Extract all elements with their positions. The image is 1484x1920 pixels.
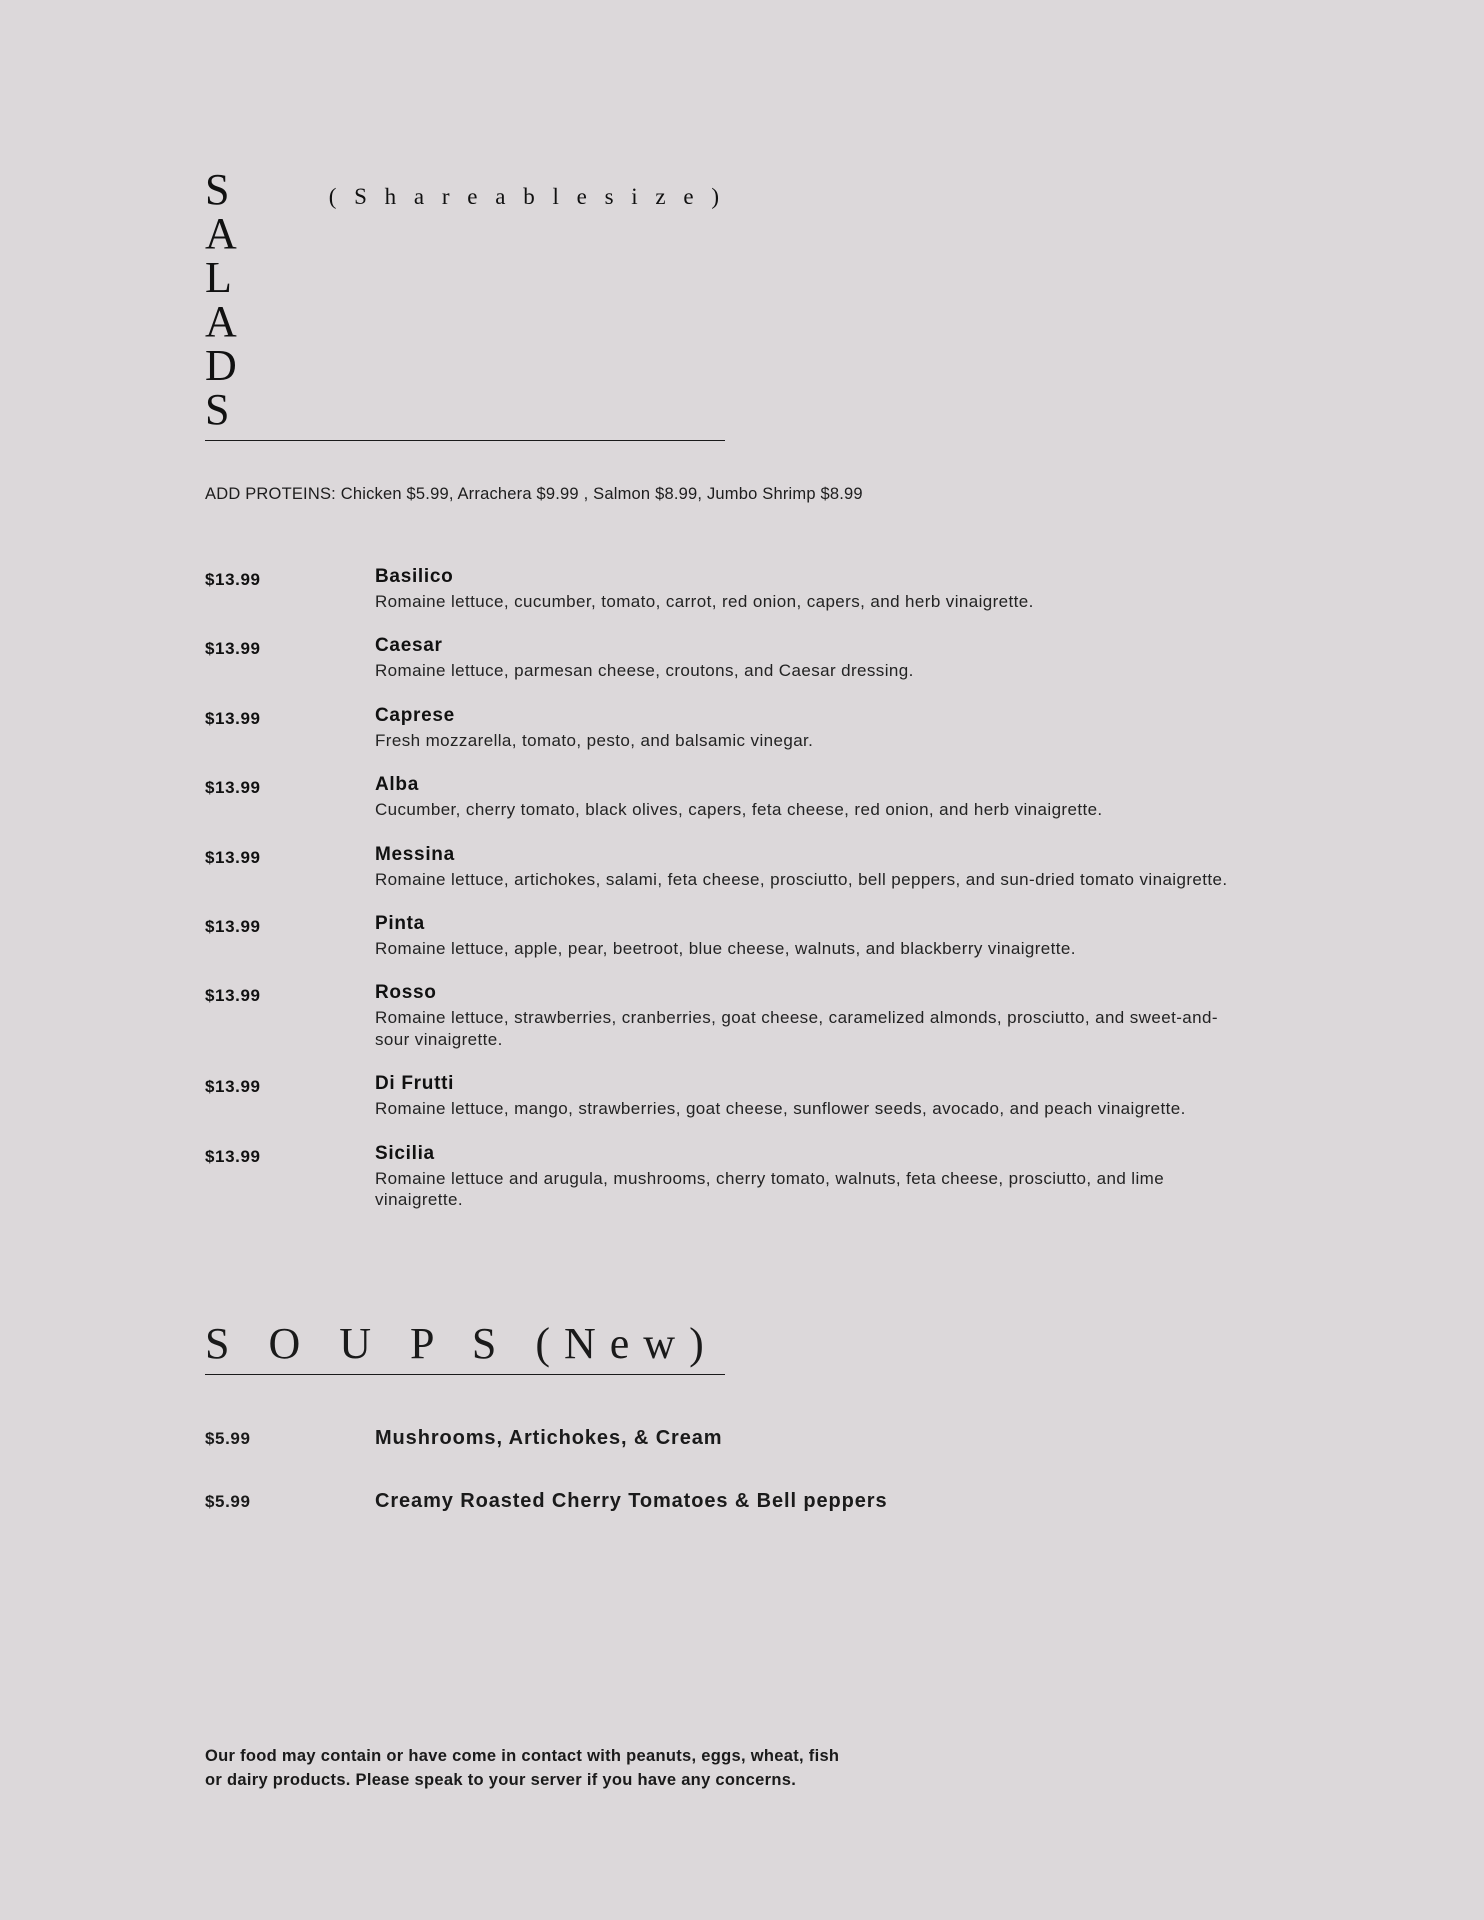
item-price: $13.99 (205, 986, 261, 1006)
item-price: $13.99 (205, 570, 261, 589)
menu-item-row (205, 705, 1275, 751)
item-name: Caprese (375, 704, 455, 726)
menu-item-row (205, 566, 1275, 612)
item-details (375, 705, 1275, 751)
menu-item-row (205, 1073, 1275, 1119)
item-name: Di Frutti (375, 1073, 455, 1095)
item-price: $13.99 (205, 847, 261, 867)
soup-item-row (205, 1427, 1275, 1450)
soup-item-row (205, 1490, 1275, 1513)
salads-list (205, 566, 1275, 1210)
item-details (375, 1143, 1275, 1211)
item-name: Basilico (375, 566, 454, 587)
menu-item-row (205, 982, 1275, 1050)
item-price: $13.99 (205, 1146, 261, 1166)
menu-item-row (205, 635, 1275, 681)
salads-title: S A L A D S (205, 165, 253, 434)
item-description: Romaine lettuce, strawberries, cranberries, goat cheese, caramelized almonds, prosciutto, and sweet-and-sour vinaigrette. (375, 1008, 1218, 1049)
soup-price: $5.99 (205, 1492, 251, 1512)
allergen-disclaimer (205, 1745, 1205, 1793)
item-name: Alba (375, 774, 419, 796)
soup-name: Mushrooms, Artichokes, & Cream (375, 1427, 723, 1450)
item-name: Rosso (375, 982, 437, 1004)
item-details (375, 774, 1275, 820)
allergen-disclaimer-line-2: or dairy products. Please speak to your server if you have any concerns. (205, 1770, 797, 1789)
add-proteins-note: ADD PROTEINS: Chicken $5.99, Arrachera $9.99 , Salmon $8.99, Jumbo Shrimp $8.99 (205, 485, 863, 503)
soups-list (205, 1427, 1275, 1513)
item-description: Romaine lettuce and arugula, mushrooms, cherry tomato, walnuts, feta cheese, prosciutto, and lime vinaigrette. (375, 1168, 1165, 1210)
menu-item-row (205, 1143, 1275, 1211)
item-price: $13.99 (205, 639, 261, 659)
menu-content (205, 165, 1275, 1553)
item-description: Romaine lettuce, parmesan cheese, croutons, and Caesar dressing. (375, 661, 914, 681)
item-details (375, 844, 1275, 890)
item-details (375, 1073, 1275, 1119)
menu-item-row (205, 844, 1275, 890)
item-description: Romaine lettuce, apple, pear, beetroot, blue cheese, walnuts, and blackberry vinaigrette. (375, 939, 1076, 959)
item-price: $13.99 (205, 1077, 261, 1097)
soup-name: Creamy Roasted Cherry Tomatoes & Bell peppers (375, 1490, 888, 1513)
item-name: Caesar (375, 635, 443, 657)
item-details (375, 635, 1275, 681)
item-description: Romaine lettuce, cucumber, tomato, carrot, red onion, capers, and herb vinaigrette. (375, 592, 1034, 611)
item-name: Pinta (375, 913, 425, 935)
menu-item-row (205, 774, 1275, 820)
item-name: Messina (375, 843, 455, 865)
salads-subtitle: ( S h a r e a b l e s i z e ) (328, 184, 725, 209)
item-details (375, 913, 1275, 959)
item-description: Fresh mozzarella, tomato, pesto, and balsamic vinegar. (375, 730, 814, 750)
item-name: Sicilia (375, 1142, 435, 1164)
item-description: Romaine lettuce, mango, strawberries, goat cheese, sunflower seeds, avocado, and peach vinaigrette. (375, 1099, 1186, 1119)
soup-price: $5.99 (205, 1429, 251, 1449)
item-price: $13.99 (205, 708, 261, 728)
allergen-disclaimer-line-1: Our food may contain or have come in contact with peanuts, eggs, wheat, fish (205, 1747, 840, 1765)
salads-section-header (205, 165, 725, 441)
item-details (375, 982, 1275, 1050)
item-price: $13.99 (205, 778, 261, 798)
menu-item-row (205, 913, 1275, 959)
item-description: Cucumber, cherry tomato, black olives, capers, feta cheese, red onion, and herb vinaigrette. (375, 800, 1103, 820)
soups-title: S O U P S (New) (205, 1319, 718, 1369)
item-details (375, 566, 1275, 612)
item-price: $13.99 (205, 917, 261, 937)
soups-section-header (205, 1319, 725, 1375)
item-description: Romaine lettuce, artichokes, salami, feta cheese, prosciutto, bell peppers, and sun-dried tomato vinaigrette. (375, 869, 1228, 889)
